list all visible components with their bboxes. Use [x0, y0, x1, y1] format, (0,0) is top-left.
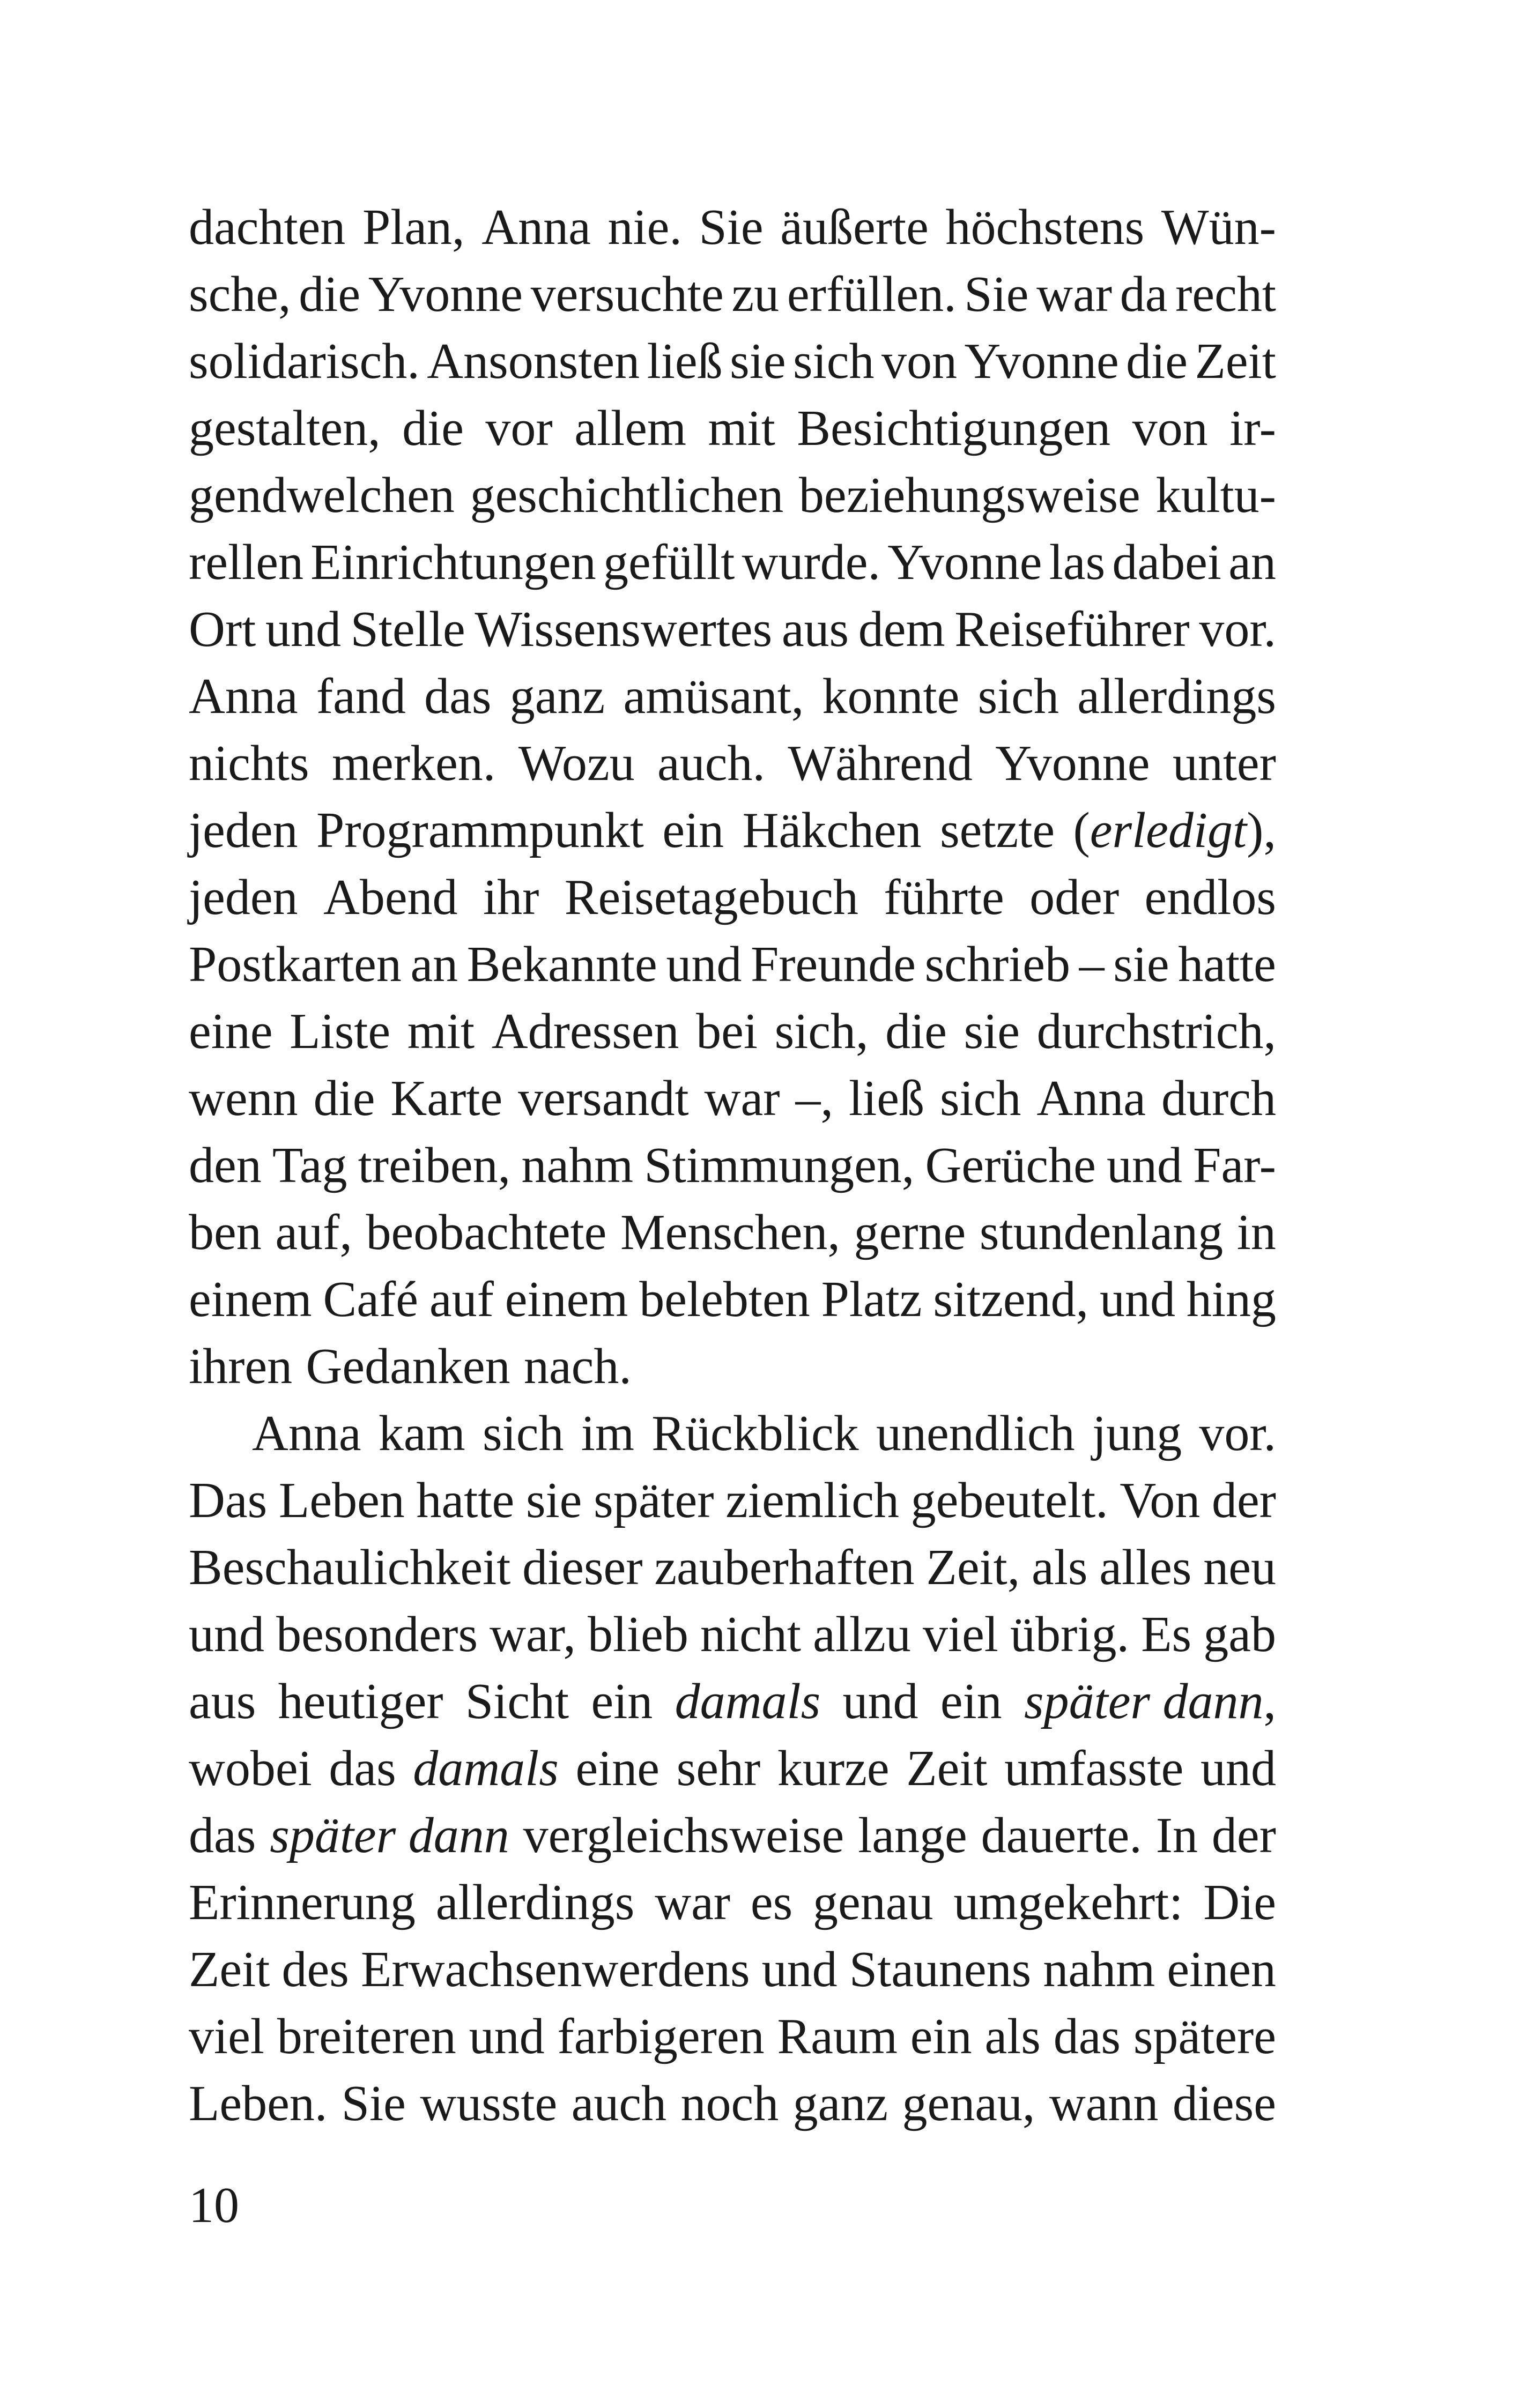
- word: noch: [680, 2076, 779, 2131]
- word: gab: [1203, 1607, 1276, 1662]
- text-line: [189, 998, 1276, 1065]
- word: Zeit: [1195, 333, 1276, 389]
- word: lange: [858, 1808, 967, 1863]
- word: hatte: [416, 1473, 515, 1528]
- word: Zeit,: [926, 1540, 1020, 1595]
- text-line: [189, 1802, 1276, 1869]
- word: [270, 1802, 509, 1869]
- word: versuchte: [530, 266, 724, 322]
- italic-text: erledigt: [1090, 802, 1247, 858]
- word: allzu: [813, 1607, 911, 1662]
- word: Sie: [699, 199, 764, 255]
- word: sich: [793, 333, 875, 389]
- word: Während: [788, 735, 973, 791]
- word: versandt: [518, 1071, 689, 1126]
- word: sich: [977, 668, 1059, 724]
- word: wobei: [189, 1741, 312, 1796]
- word: [413, 1735, 559, 1802]
- text-line: [189, 2070, 1276, 2137]
- word: und: [469, 2009, 545, 2064]
- word: sie: [964, 1004, 1020, 1059]
- word: Far-: [1193, 1138, 1276, 1193]
- word: es: [750, 1875, 793, 1930]
- word: nahm: [521, 1138, 634, 1193]
- word: die: [313, 1071, 375, 1126]
- word: ein: [910, 2009, 972, 2064]
- word: die: [1126, 333, 1188, 389]
- word: sitzend,: [933, 1272, 1089, 1327]
- word: ir-: [1229, 400, 1276, 456]
- word: nicht: [700, 1607, 802, 1662]
- word: Programmpunkt: [316, 802, 644, 858]
- word: beziehungsweise: [798, 467, 1140, 523]
- word: solidarisch.: [189, 333, 420, 389]
- word: wurde.: [742, 534, 881, 590]
- word: sehr: [676, 1741, 761, 1796]
- word: erfüllen.: [787, 266, 957, 322]
- word: Raum: [777, 2009, 898, 2064]
- word: dachten: [189, 199, 346, 255]
- word: ein: [662, 802, 724, 858]
- word: Erwachsenwerdens: [360, 1942, 750, 1997]
- text-line: [189, 1601, 1276, 1668]
- word: [1024, 1668, 1276, 1735]
- word: die: [299, 266, 361, 322]
- word: Liste: [290, 1004, 391, 1059]
- text-line: [189, 596, 1276, 663]
- word: allerdings: [1077, 668, 1276, 724]
- word: dieser: [522, 1540, 643, 1595]
- word: spätere: [1133, 2009, 1276, 2064]
- word: Café: [323, 1272, 418, 1327]
- text-line: [189, 2003, 1276, 2070]
- word: vergleichsweise: [523, 1808, 844, 1863]
- word: als: [984, 2009, 1041, 2064]
- word: diese: [1172, 2076, 1276, 2131]
- word: und: [265, 601, 341, 657]
- word: Wozu: [518, 735, 635, 791]
- text-line: [189, 1400, 1276, 1467]
- word: höchstens: [945, 199, 1145, 255]
- text-line: [189, 395, 1276, 462]
- text-line: [189, 1534, 1276, 1601]
- word: sich: [939, 1071, 1021, 1126]
- word: hing: [1186, 1272, 1276, 1327]
- word: stundenlang: [979, 1205, 1224, 1260]
- word: dauerte.: [981, 1808, 1142, 1863]
- word: ganz: [509, 668, 605, 724]
- word: ziemlich: [725, 1473, 899, 1528]
- text-line: [189, 1333, 1276, 1400]
- word: die: [885, 1004, 947, 1059]
- word: merken.: [331, 735, 496, 791]
- text-line: [189, 1266, 1276, 1333]
- word: –: [1079, 937, 1105, 992]
- word: vor: [485, 400, 553, 456]
- page-number: 10: [189, 2177, 239, 2233]
- word: las: [1049, 534, 1106, 590]
- text-line: [189, 931, 1276, 998]
- word: breiteren: [277, 2009, 456, 2064]
- word: besonders: [276, 1607, 478, 1662]
- word: Die: [1203, 1875, 1276, 1930]
- word: zauberhaften: [654, 1540, 915, 1595]
- word: einen: [1167, 1942, 1276, 1997]
- word: sie: [730, 333, 786, 389]
- word: Freunde: [750, 937, 916, 992]
- word: kurze: [777, 1741, 890, 1796]
- text-line: [189, 663, 1276, 730]
- text-segment: ),: [1247, 802, 1276, 858]
- word: dem: [858, 601, 945, 657]
- word: amüsant,: [623, 668, 804, 724]
- word: auf: [429, 1272, 494, 1327]
- word: Postkarten: [189, 937, 402, 992]
- word: auch: [571, 2076, 667, 2131]
- word: nahm: [1043, 1942, 1155, 1997]
- word: Anna: [252, 1406, 361, 1461]
- word: belebten: [639, 1272, 810, 1327]
- word: als: [1032, 1540, 1088, 1595]
- word: und: [1107, 1138, 1182, 1193]
- word: neu: [1203, 1540, 1276, 1595]
- word: war: [655, 1875, 731, 1930]
- word: den: [189, 1138, 262, 1193]
- word: äußerte: [780, 199, 929, 255]
- word: Yvonne: [368, 266, 523, 322]
- word: ihren: [189, 1339, 293, 1394]
- text-line: [189, 864, 1276, 931]
- word: war: [704, 1071, 780, 1126]
- word: einem: [505, 1272, 628, 1327]
- word: an: [1228, 534, 1276, 590]
- word: Von: [1120, 1473, 1201, 1528]
- text-line: [189, 1869, 1276, 1936]
- word: Leben: [278, 1473, 405, 1528]
- word: gebeutelt.: [910, 1473, 1108, 1528]
- word: aus: [189, 1674, 256, 1729]
- word: und: [761, 1942, 838, 1997]
- word: wenn: [189, 1071, 298, 1126]
- text-line: [189, 462, 1276, 529]
- word: eine: [189, 1004, 273, 1059]
- word: [675, 1668, 821, 1735]
- word: des: [281, 1942, 349, 1997]
- word: bei: [696, 1004, 758, 1059]
- italic-text: damals: [413, 1741, 559, 1796]
- word: unter: [1172, 735, 1276, 791]
- word: war,: [490, 1607, 576, 1662]
- italic-text: damals: [675, 1674, 821, 1729]
- word: Yvonne: [964, 333, 1119, 389]
- word: Anna: [1036, 1071, 1146, 1126]
- word: nach.: [523, 1339, 632, 1394]
- word: gestalten,: [189, 400, 381, 456]
- word: der: [1211, 1808, 1276, 1863]
- word: Sie: [341, 2076, 406, 2131]
- word: später: [594, 1473, 714, 1528]
- word: oder: [1029, 869, 1120, 925]
- word: an: [410, 937, 458, 992]
- text-line: [189, 328, 1276, 395]
- word: Plan,: [362, 199, 465, 255]
- word: Reiseführer: [954, 601, 1190, 657]
- word: Sicht: [465, 1674, 569, 1729]
- word: viel: [189, 2009, 264, 2064]
- word: ein: [940, 1674, 1002, 1729]
- word: aus: [781, 601, 849, 657]
- word: mit: [708, 400, 775, 456]
- word: genau,: [902, 2076, 1035, 2131]
- word: Leben.: [189, 2076, 328, 2131]
- word: Stimmungen,: [644, 1138, 915, 1193]
- word: jung: [1092, 1406, 1182, 1461]
- word: Es: [1141, 1607, 1192, 1662]
- word: der: [1211, 1473, 1276, 1528]
- word: sich,: [774, 1004, 869, 1059]
- word: Rückblick: [651, 1406, 859, 1461]
- word: [1073, 797, 1276, 864]
- word: Gerüche: [925, 1138, 1096, 1193]
- word: ließ: [647, 333, 723, 389]
- text-line: [189, 1199, 1276, 1266]
- word: Yvonne: [887, 534, 1042, 590]
- word: von: [1132, 400, 1208, 456]
- paragraph: [189, 1400, 1276, 2137]
- word: nie.: [607, 199, 682, 255]
- word: übrig.: [1010, 1607, 1129, 1662]
- word: einem: [189, 1272, 312, 1327]
- word: Platz: [821, 1272, 922, 1327]
- text-line: [189, 1936, 1276, 2003]
- word: Anna: [189, 668, 298, 724]
- word: zu: [731, 266, 780, 322]
- word: sie: [525, 1473, 582, 1528]
- word: rellen: [189, 534, 303, 590]
- word: ihr: [483, 869, 539, 925]
- word: kultu-: [1155, 467, 1276, 523]
- word: Häkchen: [742, 802, 922, 858]
- word: konnte: [822, 668, 960, 724]
- paragraph: [189, 194, 1276, 1400]
- word: Einrichtungen: [310, 534, 596, 590]
- word: Ort: [189, 601, 256, 657]
- word: Erinnerung: [189, 1875, 416, 1930]
- word: recht: [1175, 266, 1276, 322]
- word: Das: [189, 1473, 268, 1528]
- word: das: [189, 1808, 256, 1863]
- text-line: [189, 529, 1276, 596]
- word: umfasste: [1004, 1741, 1184, 1796]
- word: allem: [574, 400, 687, 456]
- word: vor.: [1199, 601, 1276, 657]
- word: im: [581, 1406, 634, 1461]
- word: ein: [591, 1674, 653, 1729]
- word: treiben,: [358, 1138, 511, 1193]
- word: gendwelchen: [189, 467, 455, 523]
- word: Stelle: [350, 601, 465, 657]
- word: Besichtigungen: [797, 400, 1111, 456]
- word: und: [666, 937, 742, 992]
- word: gerne: [854, 1205, 966, 1260]
- word: Wün-: [1161, 199, 1276, 255]
- body-text: [189, 194, 1276, 2137]
- word: Abend: [323, 869, 458, 925]
- word: ließ: [848, 1071, 924, 1126]
- word: viel: [922, 1607, 998, 1662]
- word: Reisetagebuch: [564, 869, 858, 925]
- word: Ansonsten: [427, 333, 640, 389]
- word: und: [1100, 1272, 1176, 1327]
- word: ganz: [792, 2076, 888, 2131]
- word: In: [1155, 1808, 1198, 1863]
- word: und: [1200, 1741, 1276, 1796]
- word: jeden: [189, 869, 298, 925]
- word: die: [402, 400, 464, 456]
- text-line: [189, 1735, 1276, 1802]
- word: ben: [189, 1205, 262, 1260]
- word: sie: [1113, 937, 1169, 992]
- word: sich: [483, 1406, 564, 1461]
- word: hatte: [1178, 937, 1276, 992]
- word: Staunens: [849, 1942, 1032, 1997]
- word: vor.: [1199, 1406, 1276, 1461]
- word: auch.: [657, 735, 765, 791]
- italic-text: später dann: [270, 1808, 509, 1863]
- word: Anna: [481, 199, 591, 255]
- word: sche,: [189, 266, 291, 322]
- word: Beschaulichkeit: [189, 1540, 511, 1595]
- word: auf,: [275, 1205, 352, 1260]
- word: durch: [1161, 1071, 1276, 1126]
- word: schrieb: [924, 937, 1071, 992]
- word: unendlich: [876, 1406, 1075, 1461]
- word: Bekannte: [466, 937, 657, 992]
- word: farbigeren: [557, 2009, 765, 2064]
- word: mit: [407, 1004, 475, 1059]
- text-line: [189, 1668, 1276, 1735]
- word: Wissenswertes: [475, 601, 773, 657]
- word: setzte: [940, 802, 1055, 858]
- word: endlos: [1144, 869, 1276, 925]
- word: –,: [795, 1071, 833, 1126]
- word: fand: [316, 668, 406, 724]
- word: von: [881, 333, 957, 389]
- word: nichts: [189, 735, 309, 791]
- word: durchstrich,: [1036, 1004, 1276, 1059]
- text-line: [189, 194, 1276, 261]
- word: das: [329, 1741, 396, 1796]
- word: Karte: [390, 1071, 503, 1126]
- word: gefüllt: [603, 534, 735, 590]
- word: Gedanken: [306, 1339, 510, 1394]
- text-line: [189, 261, 1276, 328]
- word: wann: [1049, 2076, 1159, 2131]
- italic-text: später dann: [1024, 1674, 1264, 1729]
- word: da: [1120, 266, 1168, 322]
- word: dabei: [1112, 534, 1221, 590]
- word: war: [1036, 266, 1113, 322]
- word: wusste: [420, 2076, 558, 2131]
- word: allerdings: [435, 1875, 635, 1930]
- text-line: [189, 1132, 1276, 1199]
- word: blieb: [587, 1607, 688, 1662]
- word: genau: [813, 1875, 933, 1930]
- word: geschichtlichen: [470, 467, 784, 523]
- word: Tag: [272, 1138, 347, 1193]
- text-segment: (: [1073, 802, 1090, 858]
- word: Zeit: [189, 1942, 270, 1997]
- word: alles: [1099, 1540, 1192, 1595]
- word: Sie: [964, 266, 1029, 322]
- word: Yvonne: [995, 735, 1150, 791]
- word: in: [1236, 1205, 1276, 1260]
- word: das: [1053, 2009, 1121, 2064]
- text-segment: ,: [1263, 1674, 1276, 1729]
- text-line: [189, 797, 1276, 864]
- word: Menschen,: [620, 1205, 840, 1260]
- word: Adressen: [491, 1004, 679, 1059]
- text-line: [189, 1467, 1276, 1534]
- word: eine: [575, 1741, 660, 1796]
- text-line: [189, 1065, 1276, 1132]
- word: jeden: [189, 802, 298, 858]
- word: beobachtete: [366, 1205, 607, 1260]
- text-line: [189, 730, 1276, 797]
- word: umgekehrt:: [953, 1875, 1183, 1930]
- word: heutiger: [278, 1674, 443, 1729]
- word: führte: [884, 869, 1004, 925]
- word: das: [424, 668, 492, 724]
- word: und: [842, 1674, 918, 1729]
- word: und: [189, 1607, 264, 1662]
- word: Zeit: [906, 1741, 988, 1796]
- word: kam: [378, 1406, 465, 1461]
